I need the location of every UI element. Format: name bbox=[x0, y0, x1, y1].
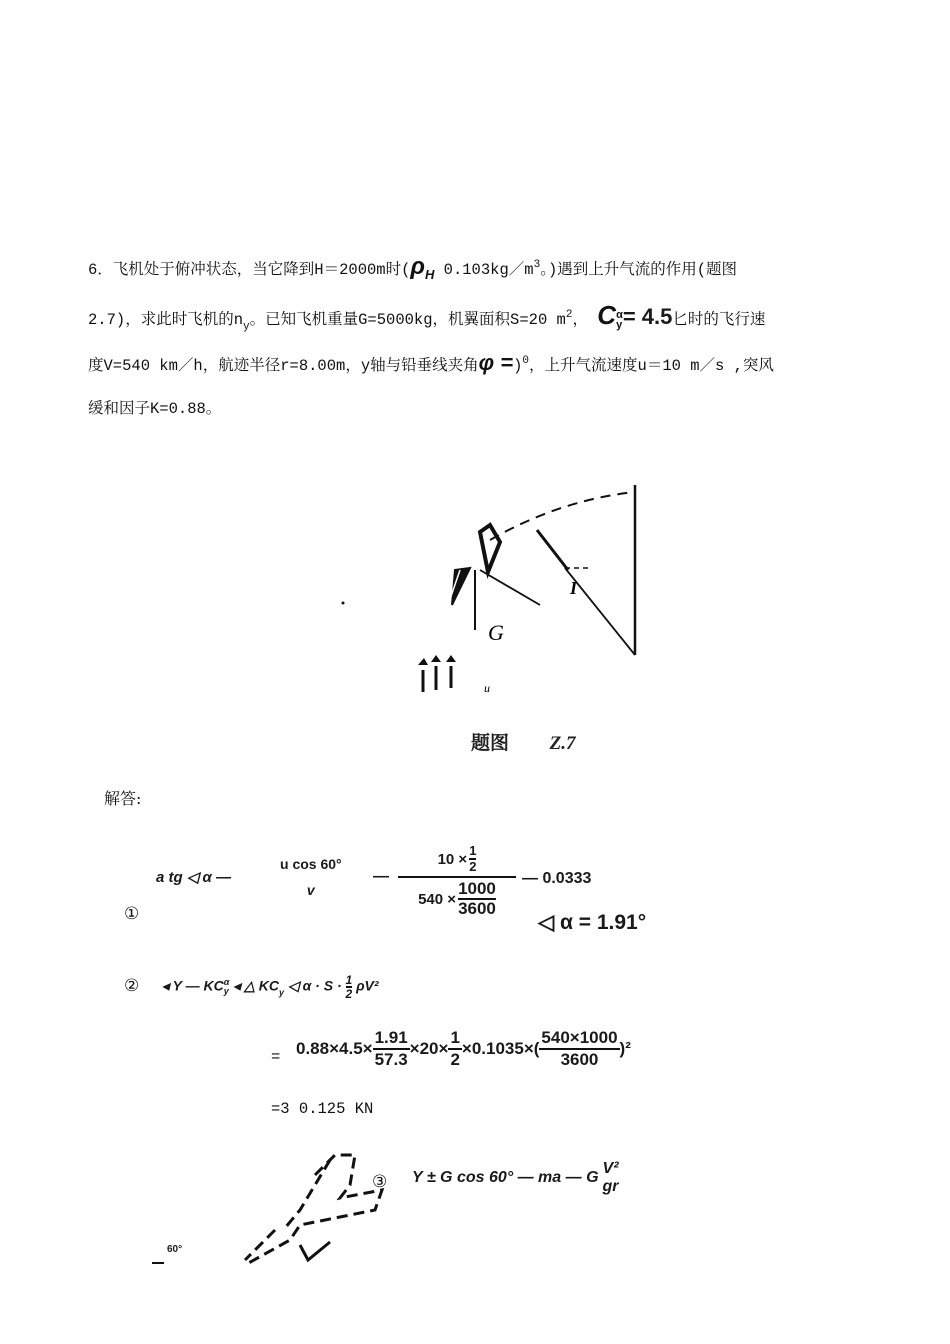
eq2-expr-d: )² bbox=[619, 1039, 631, 1058]
phi-symbol: φ = bbox=[478, 350, 514, 375]
text-fragment: 0.103kg／m bbox=[443, 261, 534, 279]
cy-symbol: C bbox=[597, 300, 617, 330]
text-fragment: 匕时的飞行速 bbox=[672, 311, 766, 329]
superscript: 3 bbox=[533, 259, 541, 271]
text-fragment: 2.7)，求此时飞机的n bbox=[88, 311, 244, 329]
aircraft-shape bbox=[480, 525, 500, 572]
problem-line-3 bbox=[88, 350, 868, 377]
eq2-f2-den: 2 bbox=[450, 1050, 460, 1069]
dashed-outline bbox=[245, 1155, 382, 1265]
dashed-outline bbox=[285, 1160, 330, 1228]
eq2-f2-num: 1 bbox=[448, 1028, 461, 1050]
arrow-heads bbox=[418, 655, 456, 665]
eq2-expr-a: 0.88×4.5× bbox=[296, 1039, 373, 1058]
eq1-lhs: a tg ◁ α — bbox=[156, 869, 232, 886]
lift-line bbox=[480, 570, 540, 605]
cy-value: = 4.5 bbox=[622, 304, 673, 329]
text-fragment: ， bbox=[572, 311, 588, 329]
eq2-result: =3 0.125 KN bbox=[271, 1100, 374, 1118]
v-shape bbox=[300, 1242, 330, 1260]
problem-line-2 bbox=[88, 300, 868, 338]
eq1-big-fraction bbox=[398, 844, 516, 918]
text-fragment: 。已知飞机重量G=5000kg，机翼面积S=20 m bbox=[249, 311, 566, 329]
label-i: I bbox=[570, 578, 578, 598]
rho-symbol: ρ bbox=[410, 253, 425, 280]
dashed-outline bbox=[245, 1230, 275, 1260]
text-fragment: ) bbox=[513, 357, 523, 375]
eq1-frac1 bbox=[278, 856, 344, 898]
eq1-den-den: 3600 bbox=[458, 899, 496, 918]
superscript: 2 bbox=[565, 309, 573, 321]
step-1-marker: ① bbox=[124, 904, 140, 924]
figure-2-7 bbox=[330, 480, 660, 700]
eq2-sub-b: y bbox=[279, 987, 285, 998]
figure-caption bbox=[471, 728, 576, 755]
solution-heading: 解答: bbox=[104, 789, 142, 808]
eq2-line bbox=[162, 974, 379, 1000]
eq1-angle: ◁ α = 1.91° bbox=[538, 911, 647, 934]
eq2-f1-num: 1.91 bbox=[373, 1028, 410, 1050]
eq2-expr-b: ×20× bbox=[409, 1039, 449, 1058]
eq1-dash: — bbox=[373, 868, 389, 885]
dashed-arc bbox=[490, 492, 635, 540]
subscript: y bbox=[243, 321, 250, 333]
eq2-expr-c: ×0.1035×( bbox=[461, 1039, 540, 1058]
eq2-half-num: 1 bbox=[345, 973, 353, 987]
eq2-expression bbox=[296, 1028, 631, 1070]
eq2-half-den: 2 bbox=[345, 987, 353, 1001]
problem-line-1 bbox=[88, 254, 868, 286]
dot bbox=[342, 602, 345, 605]
eq1-result: — 0.0333 bbox=[522, 870, 592, 887]
eq2-part-d: ρV² bbox=[356, 977, 379, 994]
rho-subscript: H bbox=[424, 267, 435, 282]
eq2-sub: y bbox=[223, 986, 229, 996]
superscript: 0 bbox=[522, 355, 530, 367]
step-3-sketch bbox=[150, 1150, 400, 1265]
text-fragment: 。)遇到上升气流的作用(题图 bbox=[540, 261, 738, 279]
eq1-den-a: 540 × bbox=[418, 890, 457, 908]
eq3-num: V² bbox=[602, 1160, 619, 1177]
eq1-frac1-den: v bbox=[306, 882, 315, 898]
step-2-marker: ② bbox=[124, 976, 140, 996]
eq2-part-c: ◁ α · S · bbox=[287, 977, 342, 994]
eq2-f3-num: 540×1000 bbox=[539, 1028, 619, 1050]
eq2-f3-den: 3600 bbox=[560, 1050, 599, 1069]
eq2-part-a: ◂ Y — KC bbox=[162, 977, 224, 994]
segment bbox=[537, 530, 568, 570]
eq1-num-b: 1 bbox=[469, 843, 477, 858]
cy-superscript: α bbox=[616, 308, 623, 321]
eq3-expression bbox=[412, 1160, 619, 1196]
step-3-marker: ③ bbox=[372, 1172, 388, 1192]
label-u: u bbox=[484, 681, 490, 695]
eq3-side-label: 60° bbox=[167, 1244, 183, 1255]
eq3-part-a: Y ± G cos 60° — ma — G bbox=[412, 1169, 599, 1186]
label-g: G bbox=[488, 620, 504, 645]
cy-subscript: y bbox=[616, 318, 623, 331]
text-fragment: 6．飞机处于俯冲状态，当它降到H＝2000m时( bbox=[88, 261, 411, 279]
eq2-f1-den: 57.3 bbox=[374, 1050, 408, 1069]
caption-label: 题图 bbox=[471, 732, 510, 754]
text-fragment: 度V=540 km／h，航迹半径r=8.00m，y轴与铅垂线夹角 bbox=[88, 357, 479, 375]
eq3-den: gr bbox=[602, 1178, 619, 1195]
eq2-sup: α bbox=[223, 977, 230, 987]
eq2-equals: = bbox=[271, 1048, 281, 1066]
text-fragment: ，上升气流速度u＝10 m／s ,突风 bbox=[529, 357, 774, 375]
eq1-num-a: 10 × bbox=[437, 850, 468, 868]
eq2-part-b: ◂ △ KC bbox=[233, 977, 280, 994]
eq1-frac1-num: u cos 60° bbox=[280, 856, 342, 872]
cy-indices bbox=[616, 310, 623, 330]
problem-line-4: 缓和因子K=0.88。 bbox=[88, 400, 222, 418]
caption-number: Z.7 bbox=[549, 733, 576, 754]
eq1-den-num: 1000 bbox=[458, 879, 496, 898]
eq1-num-c: 2 bbox=[469, 859, 477, 874]
